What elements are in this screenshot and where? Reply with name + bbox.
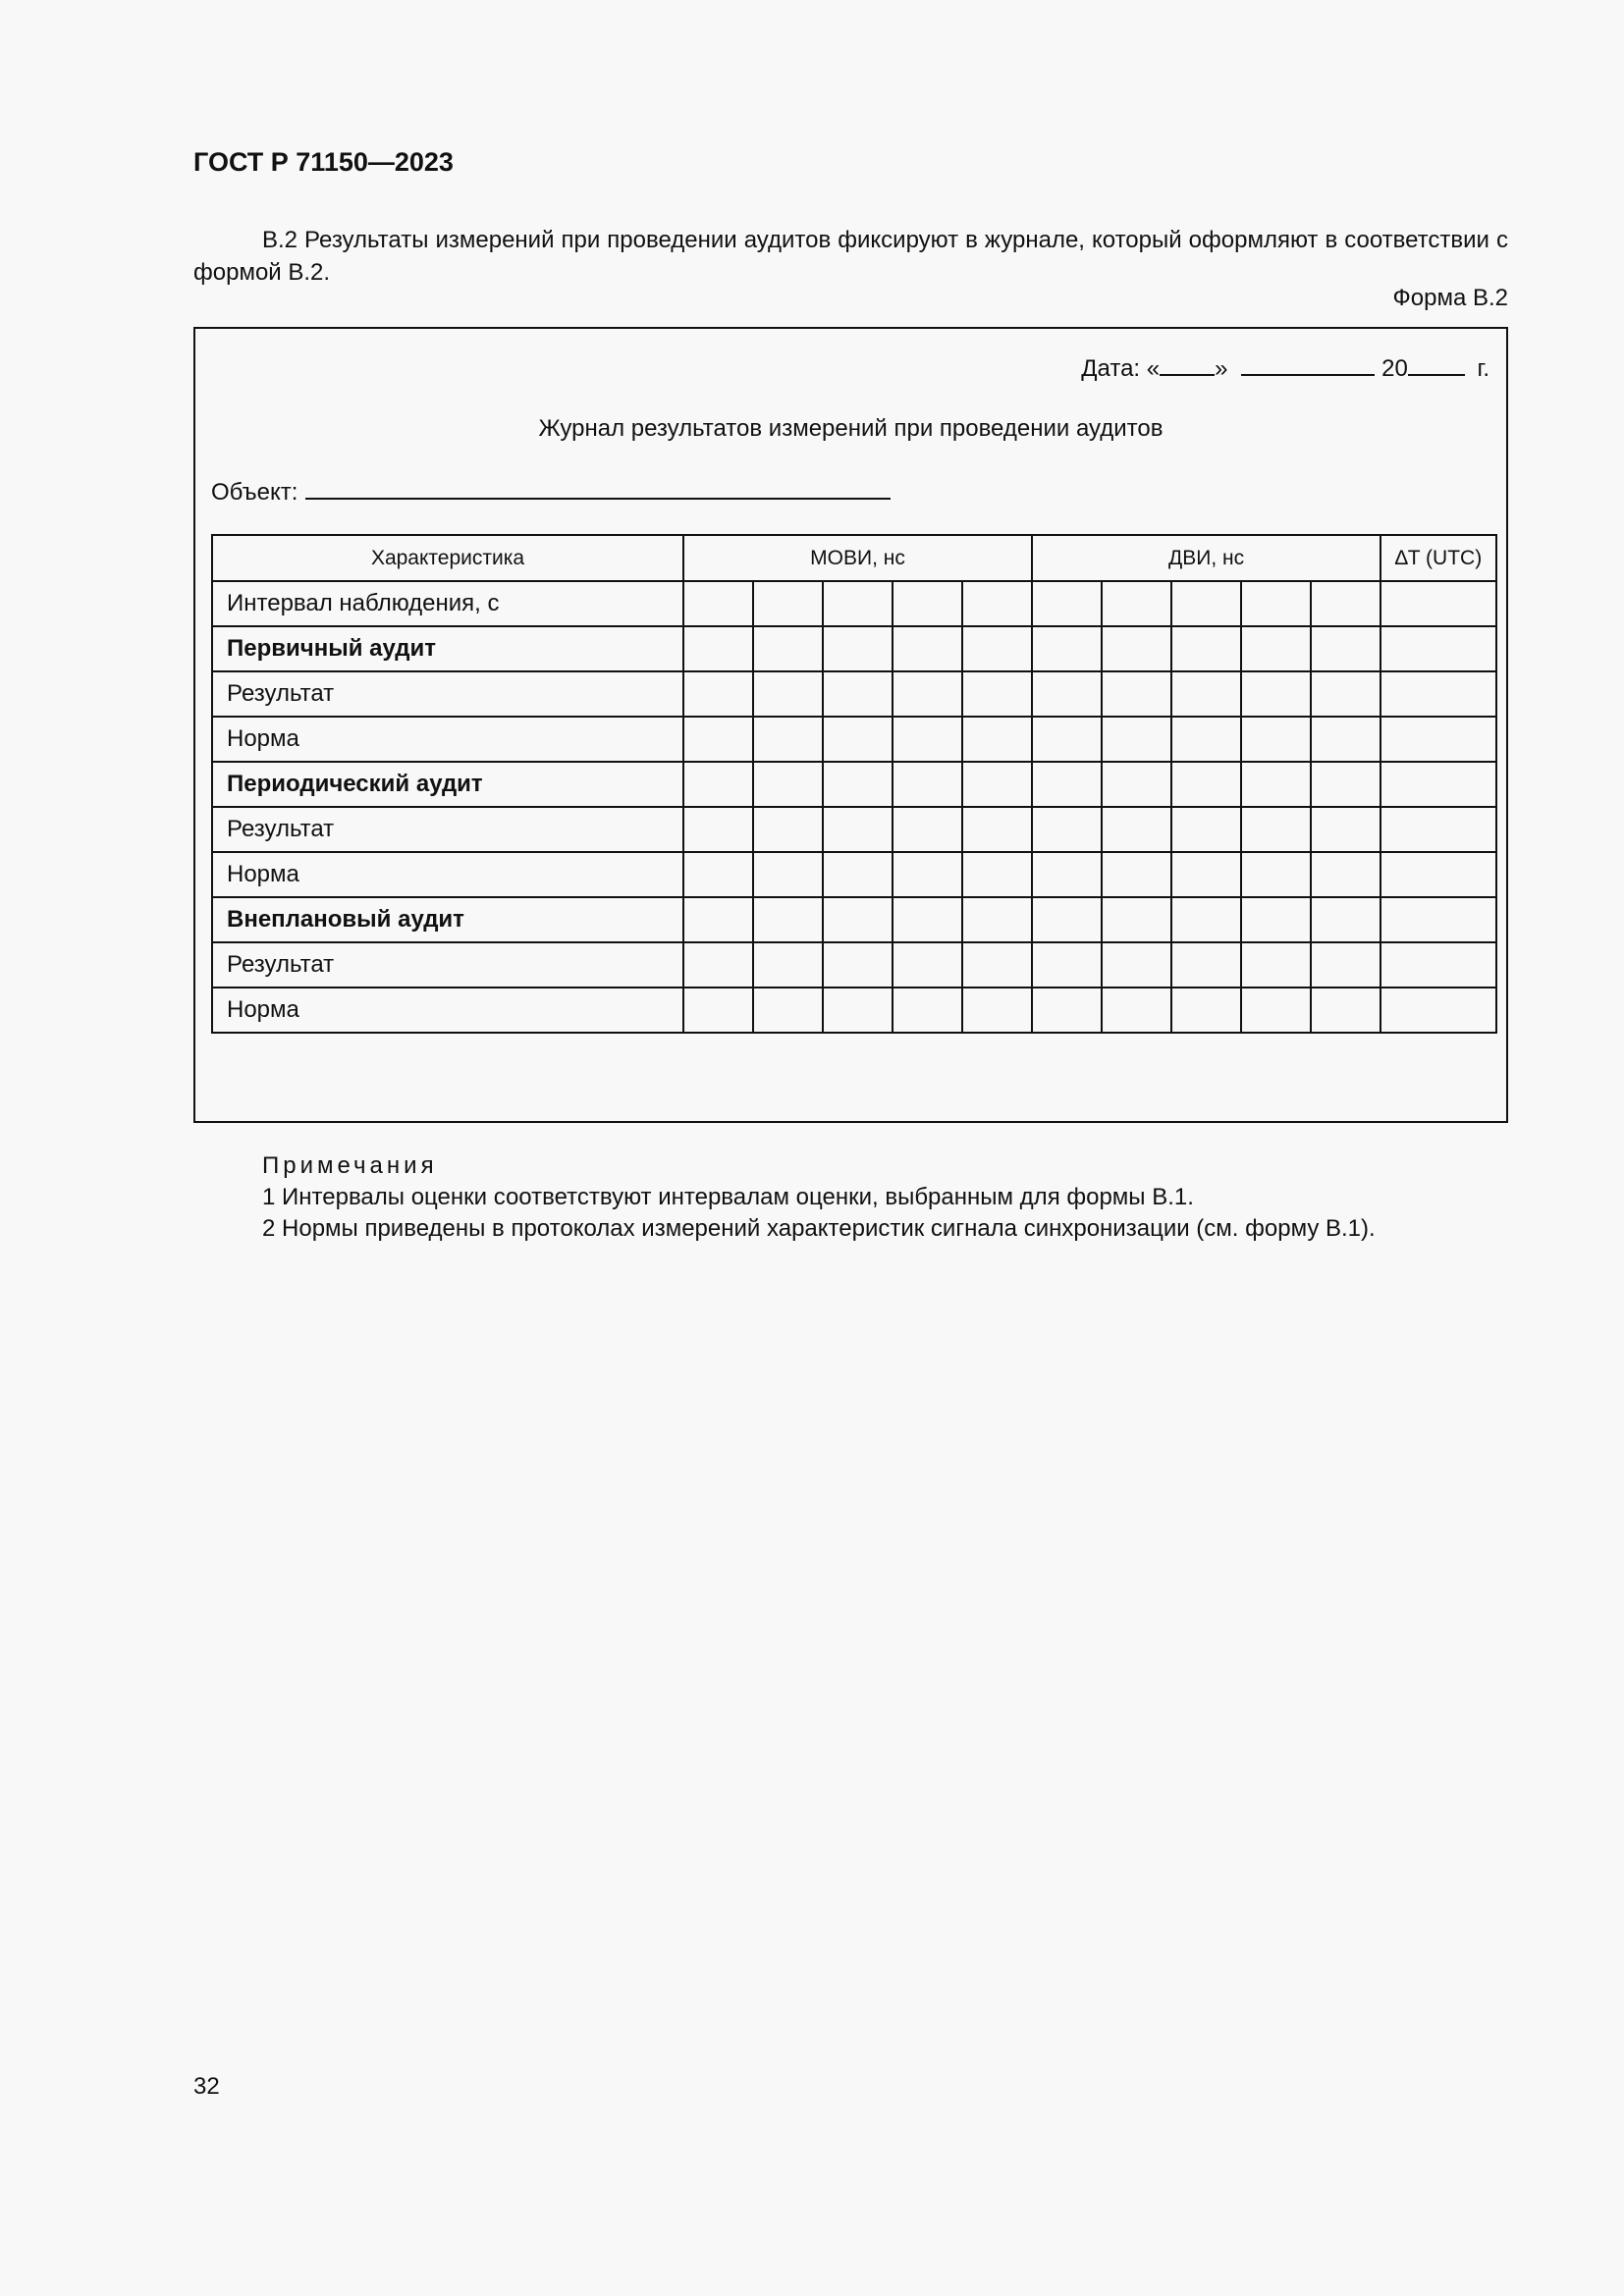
note-item: 2 Нормы приведены в протоколах измерений характеристик сигнала синхронизации (см. форму В.1). [262,1215,1376,1242]
date-prefix: Дата: « [1081,355,1161,382]
movi-cell[interactable] [683,717,753,762]
dvi-cell[interactable] [1102,988,1171,1033]
table-row [212,807,1496,852]
movi-cell[interactable] [823,626,893,671]
dvi-cell[interactable] [1241,762,1311,807]
dvi-cell[interactable] [1032,852,1102,897]
dvi-cell[interactable] [1032,671,1102,717]
dvi-cell[interactable] [1311,988,1380,1033]
dvi-cell[interactable] [1032,988,1102,1033]
movi-cell[interactable] [753,807,823,852]
dvi-cell[interactable] [1032,942,1102,988]
movi-cell[interactable] [683,581,753,626]
movi-cell[interactable] [893,807,962,852]
dvi-cell[interactable] [1171,852,1241,897]
dvi-cell[interactable] [1032,897,1102,942]
dvi-cell[interactable] [1171,762,1241,807]
dvi-cell[interactable] [1241,897,1311,942]
dvi-cell[interactable] [1311,942,1380,988]
movi-cell[interactable] [683,852,753,897]
delta-t-cell[interactable] [1380,988,1496,1033]
movi-cell[interactable] [962,942,1032,988]
dvi-cell[interactable] [1102,897,1171,942]
row-label: Норма [212,852,683,897]
table-row [212,897,1496,942]
page-number: 32 [193,2073,220,2100]
movi-cell[interactable] [962,807,1032,852]
movi-cell[interactable] [753,626,823,671]
dvi-cell[interactable] [1171,626,1241,671]
movi-cell[interactable] [823,897,893,942]
dvi-cell[interactable] [1241,626,1311,671]
movi-cell[interactable] [962,988,1032,1033]
movi-cell[interactable] [753,581,823,626]
dvi-cell[interactable] [1102,581,1171,626]
year-prefix: 20 [1381,355,1408,382]
movi-cell[interactable] [823,807,893,852]
dvi-cell[interactable] [1171,988,1241,1033]
movi-cell[interactable] [893,852,962,897]
movi-cell[interactable] [962,581,1032,626]
delta-t-cell[interactable] [1380,626,1496,671]
movi-cell[interactable] [823,762,893,807]
movi-cell[interactable] [962,897,1032,942]
movi-cell[interactable] [683,626,753,671]
movi-cell[interactable] [893,988,962,1033]
movi-cell[interactable] [753,717,823,762]
movi-cell[interactable] [753,762,823,807]
movi-cell[interactable] [683,762,753,807]
table-row [212,852,1496,897]
table-row [212,988,1496,1033]
dvi-cell[interactable] [1102,807,1171,852]
row-label: Норма [212,988,683,1033]
dvi-cell[interactable] [1171,581,1241,626]
movi-cell[interactable] [823,581,893,626]
table-row [212,942,1496,988]
movi-cell[interactable] [683,942,753,988]
day-blank[interactable] [1160,352,1215,376]
table-row [212,717,1496,762]
header-characteristic: Характеристика [212,535,683,581]
movi-cell[interactable] [823,988,893,1033]
table-row [212,626,1496,671]
movi-cell[interactable] [823,671,893,717]
dvi-cell[interactable] [1241,581,1311,626]
dvi-cell[interactable] [1311,807,1380,852]
row-label: Результат [212,942,683,988]
header-dvi: ДВИ, нс [1032,535,1380,581]
dvi-cell[interactable] [1241,988,1311,1033]
delta-t-cell[interactable] [1380,581,1496,626]
delta-t-cell[interactable] [1380,671,1496,717]
row-label: Результат [212,807,683,852]
date-mid: » [1215,355,1228,382]
movi-cell[interactable] [893,581,962,626]
movi-cell[interactable] [823,717,893,762]
object-line [211,476,891,507]
movi-cell[interactable] [823,852,893,897]
dvi-cell[interactable] [1171,897,1241,942]
movi-cell[interactable] [962,762,1032,807]
delta-t-cell[interactable] [1380,717,1496,762]
note-item: 1 Интервалы оценки соответствуют интервалам оценки, выбранным для формы В.1. [262,1184,1194,1210]
dvi-cell[interactable] [1311,626,1380,671]
journal-form [193,327,1508,1123]
dvi-cell[interactable] [1241,852,1311,897]
dvi-cell[interactable] [1171,807,1241,852]
movi-cell[interactable] [893,762,962,807]
dvi-cell[interactable] [1171,942,1241,988]
row-label: Интервал наблюдения, с [212,581,683,626]
dvi-cell[interactable] [1311,762,1380,807]
journal-table [211,534,1497,1034]
notes-heading: Примечания [262,1152,438,1179]
table-row [212,581,1496,626]
delta-t-cell[interactable] [1380,852,1496,897]
dvi-cell[interactable] [1102,852,1171,897]
row-label: Норма [212,717,683,762]
dvi-cell[interactable] [1241,671,1311,717]
delta-t-cell[interactable] [1380,807,1496,852]
movi-cell[interactable] [893,942,962,988]
dvi-cell[interactable] [1102,626,1171,671]
form-label: Форма В.2 [1392,285,1508,311]
dvi-cell[interactable] [1102,762,1171,807]
movi-cell[interactable] [893,671,962,717]
year-blank[interactable] [1408,352,1465,376]
dvi-cell[interactable] [1241,717,1311,762]
movi-cell[interactable] [962,626,1032,671]
movi-cell[interactable] [753,942,823,988]
dvi-cell[interactable] [1102,942,1171,988]
header-delta-t: ∆T (UTC) [1380,535,1496,581]
movi-cell[interactable] [683,671,753,717]
dvi-cell[interactable] [1311,852,1380,897]
object-label: Объект: [211,479,298,506]
row-label: Результат [212,671,683,717]
dvi-cell[interactable] [1311,671,1380,717]
document-header: ГОСТ Р 71150—2023 [193,147,454,177]
dvi-cell[interactable] [1311,897,1380,942]
row-label: Периодический аудит [212,762,683,807]
movi-cell[interactable] [753,671,823,717]
dvi-cell[interactable] [1311,581,1380,626]
movi-cell[interactable] [823,942,893,988]
movi-cell[interactable] [683,897,753,942]
dvi-cell[interactable] [1171,671,1241,717]
journal-title: Журнал результатов измерений при проведении аудитов [538,415,1164,442]
dvi-cell[interactable] [1032,717,1102,762]
movi-cell[interactable] [753,988,823,1033]
dvi-cell[interactable] [1032,762,1102,807]
movi-cell[interactable] [893,897,962,942]
table-header-row [212,535,1496,581]
dvi-cell[interactable] [1032,807,1102,852]
dvi-cell[interactable] [1241,942,1311,988]
dvi-cell[interactable] [1102,671,1171,717]
movi-cell[interactable] [683,988,753,1033]
month-blank[interactable] [1241,352,1375,376]
dvi-cell[interactable] [1171,717,1241,762]
notes [262,1150,1376,1245]
delta-t-cell[interactable] [1380,762,1496,807]
movi-cell[interactable] [753,897,823,942]
delta-t-cell[interactable] [1380,942,1496,988]
table-row [212,762,1496,807]
dvi-cell[interactable] [1241,807,1311,852]
movi-cell[interactable] [753,852,823,897]
row-label: Внеплановый аудит [212,897,683,942]
year-suffix: г. [1477,355,1489,382]
movi-cell[interactable] [893,717,962,762]
row-label: Первичный аудит [212,626,683,671]
header-movi: МОВИ, нс [683,535,1032,581]
dvi-cell[interactable] [1102,717,1171,762]
date-line [1081,352,1489,383]
movi-cell[interactable] [893,626,962,671]
movi-cell[interactable] [962,852,1032,897]
intro-paragraph: В.2 Результаты измерений при проведении аудитов фиксируют в журнале, который оформляют в соответствии с формой В.2. [193,227,1508,286]
dvi-cell[interactable] [1032,581,1102,626]
table-row [212,671,1496,717]
movi-cell[interactable] [962,717,1032,762]
delta-t-cell[interactable] [1380,897,1496,942]
movi-cell[interactable] [962,671,1032,717]
object-blank[interactable] [305,476,891,500]
movi-cell[interactable] [683,807,753,852]
dvi-cell[interactable] [1311,717,1380,762]
dvi-cell[interactable] [1032,626,1102,671]
